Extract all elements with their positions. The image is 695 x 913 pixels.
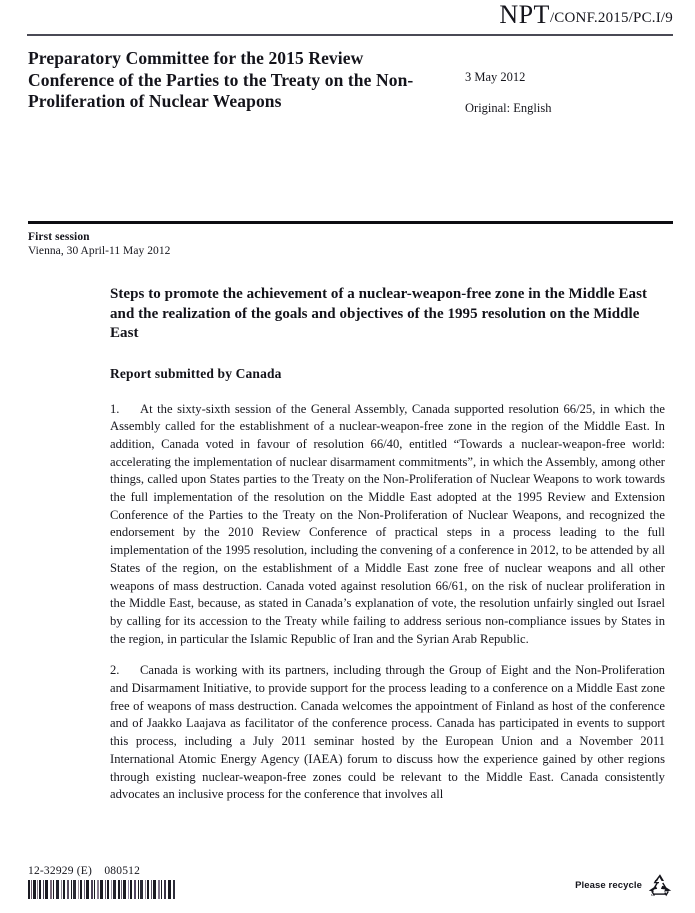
document-date: 3 May 2012 xyxy=(465,70,526,84)
session-divider xyxy=(28,221,673,224)
session-info xyxy=(28,230,428,258)
page-title: Preparatory Committee for the 2015 Review Conference of the Parties to the Treaty on the Non-Proliferation of Nuclear Weapons xyxy=(28,48,414,111)
document-code: 12-32929 (E) 080512 xyxy=(28,865,141,877)
session-place-dates: Vienna, 30 April-11 May 2012 xyxy=(28,245,171,257)
document-body xyxy=(110,285,665,818)
footer-left xyxy=(28,865,368,899)
report-submitted-by: Report submitted by Canada xyxy=(110,365,282,381)
paragraph xyxy=(110,662,665,804)
paragraph xyxy=(110,401,665,649)
recycle-label: Please recycle xyxy=(575,879,642,891)
document-symbol-suffix: /CONF.2015/PC.I/9 xyxy=(549,10,673,26)
recycle-icon xyxy=(647,873,673,897)
subject-title: Steps to promote the achievement of a nuclear-weapon-free zone in the Middle East and the realization of the goals and objectives of the 1995 resolution on the Middle East xyxy=(110,286,648,341)
header-divider xyxy=(27,34,673,36)
paragraph-text: At the sixty-sixth session of the General Assembly, Canada supported resolution 66/25, in which the Assembly called for the establishment of a nuclear-weapon-free zone in the region of the Middle East. In addition, Canada voted in favour of resolution 66/40, entitled “Towards a nuclear-weapon-free world: accelerating the implementation of nuclear disarmament commitments”, in which the Assembly, among other things, called upon States parties to the Treaty on the Non-Proliferation of Nuclear Weapons to work towards the full implementation of the resolution on the Middle East adopted at the 1995 Review and Extension Conference of the Parties to the Treaty on the Non-Proliferation of Nuclear Weapons, and recognized the endorsement by the 2010 Review Conference of practical steps in a process leading to the full implementation of the 1995 resolution, including the convening of a conference in 2012, to be attended by all States of the region, on the establishment of a Middle East zone free of nuclear weapons and all other weapons of mass destruction. Canada voted against resolution 66/61, on the risk of nuclear proliferation in the Middle East, because, as stated in Canada’s explanation of vote, the resolution unfairly singled out Israel by calling for its accession to the Treaty while failing to address serious non-compliance issues by States in the region, in particular the Islamic Republic of Iran and the Syrian Arab Republic. xyxy=(110,401,665,646)
masthead xyxy=(28,48,448,113)
document-meta xyxy=(465,70,675,116)
document-original-language: Original: English xyxy=(465,101,552,115)
paragraph-number: 2. xyxy=(110,663,120,678)
document-symbol xyxy=(28,2,673,28)
paragraph-number: 1. xyxy=(110,401,120,416)
session-name: First session xyxy=(28,231,90,243)
barcode-icon xyxy=(28,880,176,899)
paragraph-text: Canada is working with its partners, including through the Group of Eight and the Non-Proliferation and Disarmament Initiative, to provide support for the process leading to a conference on a Middle East zone free of weapons of mass destruction. Canada welcomes the appointment of Finland as host of the conference and of Jaakko Laajava as facilitator of the conference process. Canada has participated in events to support this process, including a July 2011 seminar hosted by the European Union and a November 2011 International Atomic Energy Agency (IAEA) forum to discuss how the experience gained by other regions through existing nuclear-weapon-free zones could be relevant to the Middle East. Canada consistently advocates an inclusive process for the conference that involves all xyxy=(110,663,665,802)
footer-right xyxy=(575,873,673,897)
document-symbol-prefix: NPT xyxy=(499,0,550,29)
